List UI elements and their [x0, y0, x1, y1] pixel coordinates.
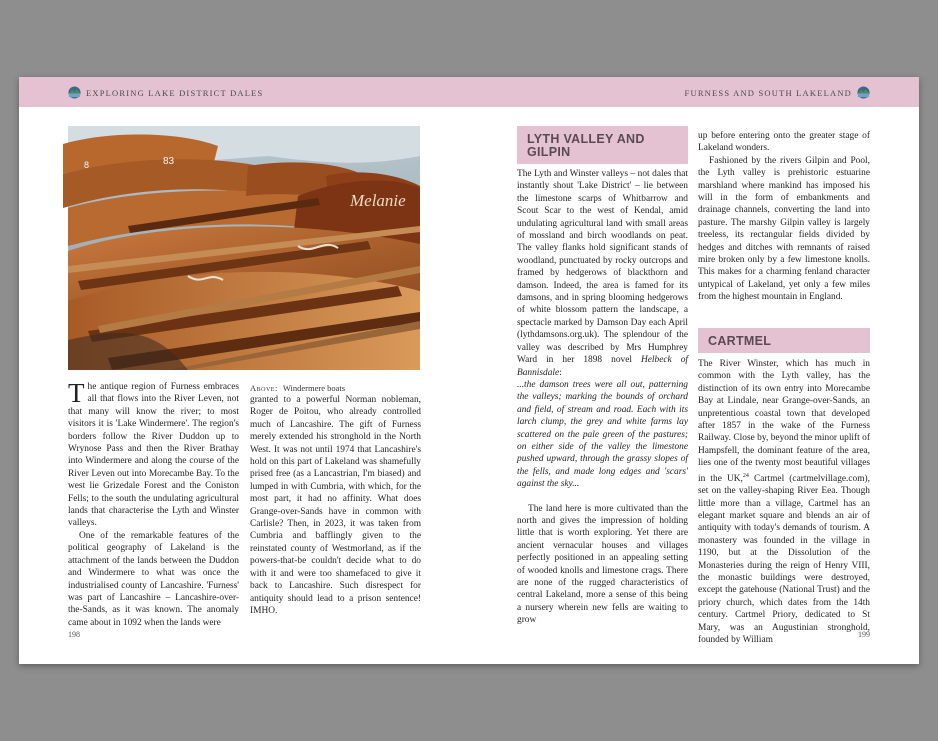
book-spread — [19, 77, 919, 664]
right-column-1 — [517, 168, 688, 627]
left-column-1 — [68, 378, 239, 628]
boat-name-label: Melanie — [350, 191, 406, 210]
section-heading-lyth-valley: LYTH VALLEY AND GILPIN — [517, 126, 688, 164]
page-number-left: 198 — [68, 630, 80, 639]
block-quote: ...the damson trees were all out, patterning the valleys; marking the bounds of orchard and field, of stream and road. Each with its larch clump, the grey and white farms lay scattered on the pale green of the pastures; on either side of the valley the limestone pushed upward, through the grassy slopes of the fells, and made long edges and 'scars' against the sky... — [517, 379, 688, 490]
caption-label: Above: — [250, 383, 278, 393]
paragraph: Fashioned by the rivers Gilpin and Pool, the Lyth valley is prehistoric estuarine marshland where mankind has imposed his will in the form of embankments and drainage channels, converting the land into pasture. The marshy Gilpin valley is largely treeless, its rectangular fields divided by hedges and ditches with remnants of raised mire broken only by a few limestone knolls. This makes for a charming fenland character untypical of Lakeland, yet only a few miles from the highest mountain in England. — [698, 155, 870, 303]
paragraph: granted to a powerful Norman nobleman, Roger de Poitou, who already controlled much of Lancashire. The gift of Furness merely extended his stronghold in the North West. It was not until 1974 that Lancashire's hold on this part of Lakeland was shamefully prised free (as a Lancastrian, I'm biased) and lumped in with Cumbria, with which, for the most part, it had no affinity. What does Grange-over-Sands have in common with Carlisle? Then, in 2023, it was taken from Cumbria and bafflingly given to the reinstated county of Westmorland, as if the powers-that-be couldn't decide what to do with it and were too shamefaced to give it back to Lancashire. Such disrespect for antiquity should lead to a prison sentence! IMHO. — [250, 395, 421, 616]
right-column-2-top — [698, 130, 870, 304]
section-heading-cartmel: CARTMEL — [698, 328, 870, 353]
lake-logo-icon — [68, 86, 81, 99]
boat-number-1: 8 — [84, 160, 90, 170]
paragraph — [698, 358, 870, 646]
photo-caption — [250, 383, 345, 393]
left-column-2 — [250, 394, 421, 627]
running-head-left-text: EXPLORING LAKE DISTRICT DALES — [86, 87, 264, 98]
running-head-right-text: FURNESS AND SOUTH LAKELAND — [684, 87, 852, 98]
paragraph — [517, 168, 688, 379]
paragraph-text: The River Winster, which has much in common with the Lyth valley, has the distinction of its own entry into Morecambe Bay at Lindale, near Grange-over-Sands, an unpretentious coastal town that developed after 1857 in the wake of the Furness Railway. Close by, beyond the minor uplift of Hampsfell, the dominant feature of the area, lies one of the twenty most beautiful villages in the UK, — [698, 359, 870, 484]
lake-logo-icon — [857, 86, 870, 99]
windermere-boats-photo — [68, 126, 420, 370]
caption-text: Windermere boats — [282, 383, 346, 393]
page-number-right: 199 — [858, 630, 870, 639]
paragraph: One of the remarkable features of the political geography of Lakeland is the attachment of the lands between the Duddon and Windermere to what was once the industrialised county of Lancashire. 'Furness' was part of Lancashire – Lancashire-over-the-Sands, as it was known. The anomaly came about in 1092 when the lands were — [68, 530, 239, 628]
intro-text: he antique region of Furness embraces all that flows into the River Leven, not that many will know the river; to most visitors it is 'Lake Windermere'. The region's borders follow the River Duddon up to Wrynose Pass and then the River Brathay into Windermere and along the course of the River Leven out into Morecambe Bay. To the west lie Grizedale Forest and the Coniston Fells; to the south the undulating agricultural lands that characterise the Lyth and Winster valleys. — [68, 382, 239, 529]
footnote-marker: 24 — [742, 472, 749, 479]
intro-paragraph — [68, 378, 239, 530]
novel-title: Helbeck of Bannisdale — [517, 355, 688, 378]
boat-number-2: 83 — [163, 156, 175, 167]
drop-cap: T — [68, 378, 85, 408]
paragraph: The land here is more cultivated than the north and gives the impression of holding little that is worth exploring. Yet there are ancient vernacular houses and villages perfectly positioned in an appealing setting of wooded knolls and limestone crags. There are none of the rugged characteristics of central Lakeland, more a sense of this being a nursery wherein new fells are waiting to grow — [517, 503, 688, 626]
running-head-left — [63, 86, 264, 99]
paragraph-text: The Lyth and Winster valleys – not dales that instantly shout 'Lake District' – lie between the limestone scarps of Whitbarrow and Scout Scar to the west of Kendal, amid undulating agricultural land with small areas of mossland and birch woodlands on peat. The valley flanks hold significant stands of woodland, punctuated by rocky outcrops and framed by hedgerows of blackthorn and damson. Indeed, the area is famed for its damsons, and in spring blooming hedgerows of white blossom pattern the landscape, a spectacle marked by Damson Day each April (lythdamsons.org.uk). The splendour of the valley was described by Mrs Humphrey Ward in her 1898 novel — [517, 169, 688, 366]
paragraph-text: Cartmel (cartmelvillage.com), set on the valley-shaping River Eea. Though little more than a village, Cartmel has an elegant market square and blends an air of antiquity with today's demands of tourism. A monastery was founded in the village in 1190, but at the Dissolution of the Monasteries during the reign of Henry VIII, the monastic buildings were destroyed, except the gatehouse (National Trust) and the priory church, which dates from the 14th century. Cartmel Priory, dedicated to St Mary, was an Augustinian stronghold, founded by William — [698, 473, 870, 646]
running-head-right — [685, 86, 875, 99]
paragraph: up before entering onto the greater stage of Lakeland wonders. — [698, 131, 870, 154]
novel-colon: : — [559, 367, 562, 378]
boats-illustration — [68, 126, 420, 370]
